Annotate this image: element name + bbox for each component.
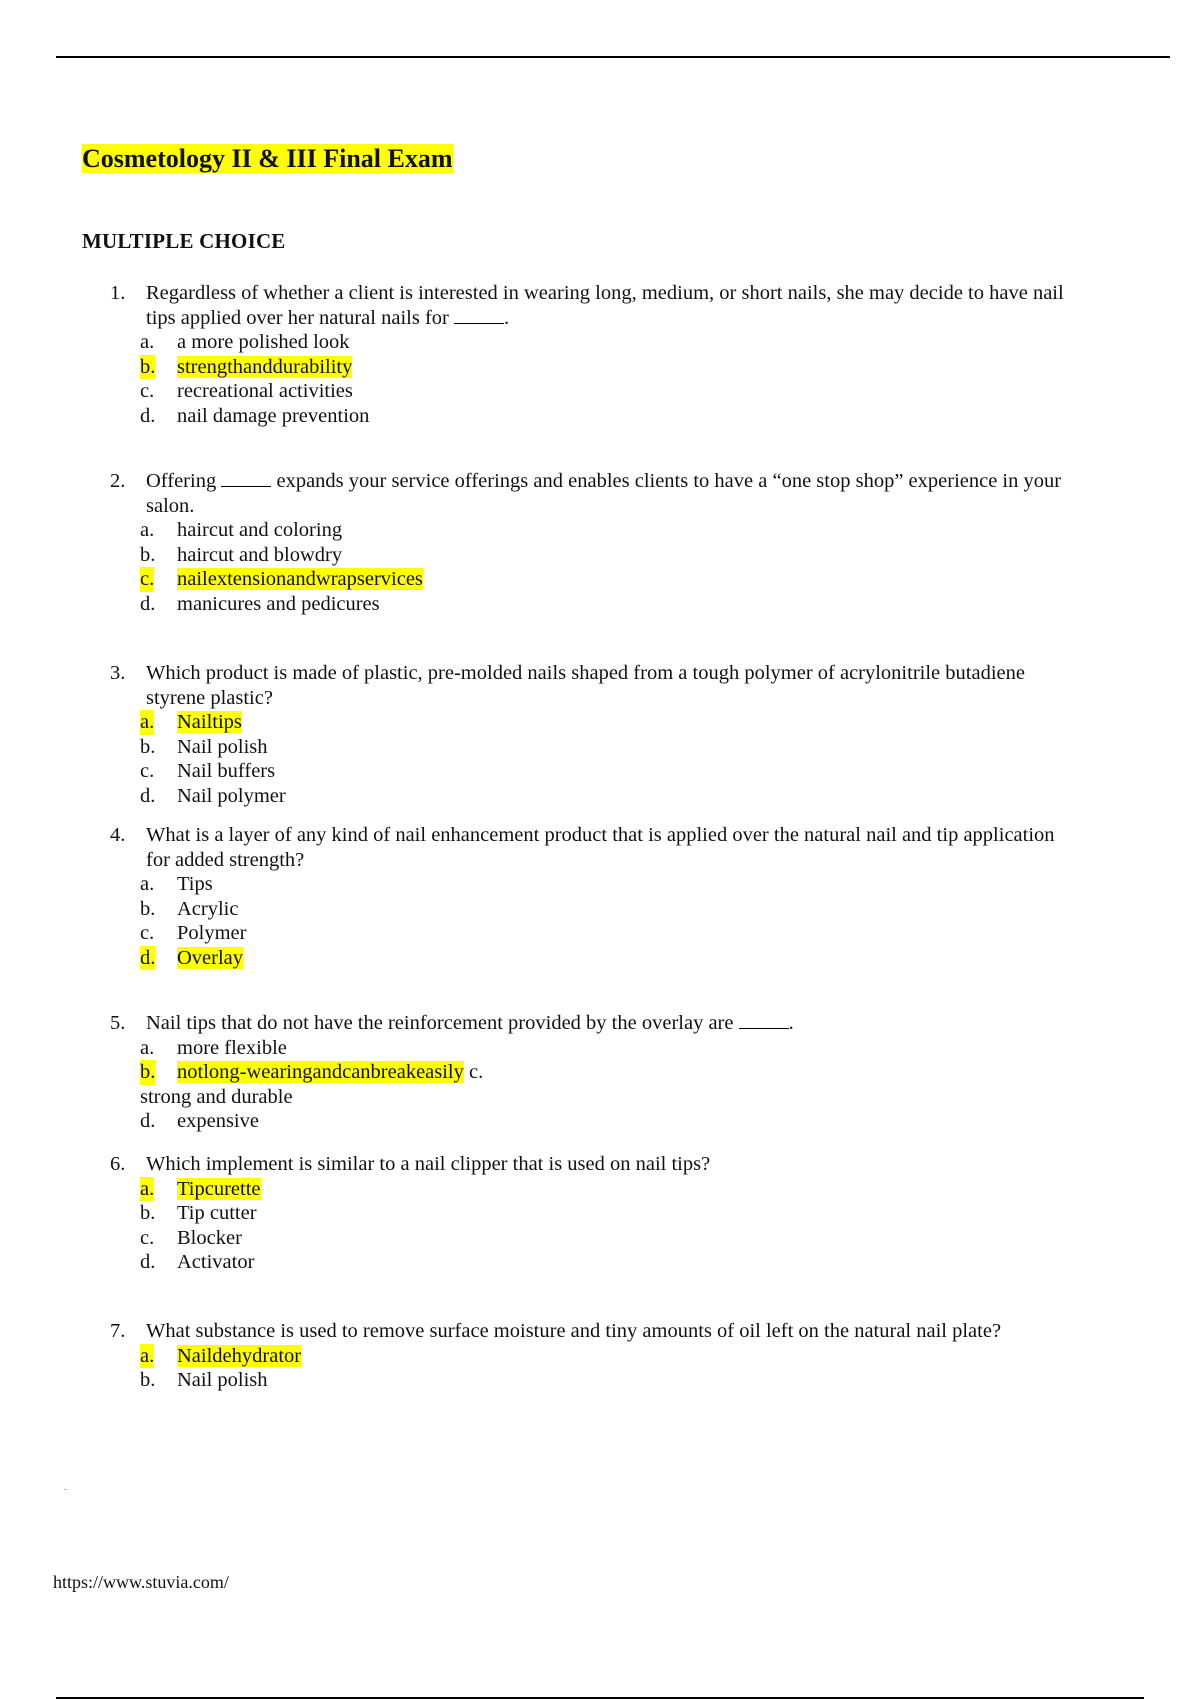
top-rule bbox=[56, 56, 1170, 58]
option-a[interactable]: a. haircut and coloring bbox=[140, 519, 343, 541]
option-c[interactable]: strong and durable bbox=[140, 1085, 293, 1108]
option-b-correct[interactable]: b. strengthanddurability bbox=[140, 355, 353, 378]
option-c[interactable]: c. Polymer bbox=[140, 922, 247, 944]
option-a-correct[interactable]: a. Tipcurette bbox=[140, 1177, 261, 1200]
option-b[interactable]: b. Tip cutter bbox=[140, 1202, 257, 1224]
option-a[interactable]: a. more flexible bbox=[140, 1036, 287, 1059]
question-stem: 7. What substance is used to remove surface moisture and tiny amounts of oil left on the natural nail plate? bbox=[110, 1320, 1002, 1342]
question-number: 7. bbox=[110, 1320, 126, 1342]
option-c[interactable]: c. Blocker bbox=[140, 1226, 242, 1249]
option-a[interactable]: a. Tips bbox=[140, 873, 213, 895]
option-d-correct[interactable]: d. Overlay bbox=[140, 946, 244, 969]
option-b[interactable]: b. haircut and blowdry bbox=[140, 543, 343, 566]
option-b-correct[interactable]: b. notlong-wearingandcanbreakeasily c. bbox=[140, 1061, 484, 1083]
highlighted-answer: Overlay bbox=[177, 946, 244, 969]
option-a[interactable]: a. a more polished look bbox=[140, 331, 350, 353]
highlighted-answer: notlong-wearingandcanbreakeasily bbox=[177, 1061, 464, 1083]
section-heading: MULTIPLE CHOICE bbox=[82, 229, 286, 253]
option-b[interactable]: b. Nail polish bbox=[140, 735, 268, 758]
question-stem: 4. What is a layer of any kind of nail enhancement product that is applied over the natural nail and tip application for added strength? bbox=[110, 824, 1055, 871]
question-number: 6. bbox=[110, 1153, 126, 1175]
question-4 bbox=[0, 823, 1200, 970]
stray-mark: - bbox=[64, 1484, 68, 1495]
option-d[interactable]: d. nail damage prevention bbox=[140, 404, 370, 427]
option-d[interactable]: d. manicures and pedicures bbox=[140, 592, 380, 615]
question-3 bbox=[0, 661, 1200, 808]
question-stem: 3. Which product is made of plastic, pre-molded nails shaped from a tough polymer of acrylonitrile butadiene styrene plastic? bbox=[110, 662, 1025, 709]
highlighted-answer: strengthanddurability bbox=[177, 355, 353, 378]
question-stem: 5. Nail tips that do not have the reinforcement provided by the overlay are . bbox=[110, 1012, 794, 1034]
option-b[interactable]: b. Acrylic bbox=[140, 897, 239, 920]
question-number: 5. bbox=[110, 1012, 126, 1034]
question-1 bbox=[0, 281, 1200, 428]
question-6 bbox=[0, 1152, 1200, 1275]
option-d[interactable]: d. expensive bbox=[140, 1110, 259, 1132]
option-c[interactable]: c. recreational activities bbox=[140, 380, 353, 402]
option-d[interactable]: d. Activator bbox=[140, 1251, 255, 1273]
option-c[interactable]: c. Nail buffers bbox=[140, 760, 276, 782]
question-stem: 2. Offering expands your service offerings and enables clients to have a “one stop shop” experience in your salon. bbox=[110, 470, 1062, 517]
highlighted-answer: nailextensionandwrapservices bbox=[177, 568, 423, 590]
highlighted-answer: Nailtips bbox=[177, 711, 242, 733]
question-number: 1. bbox=[110, 282, 126, 304]
option-b[interactable]: b. Nail polish bbox=[140, 1369, 268, 1391]
answer-blank bbox=[739, 1014, 789, 1029]
question-number: 4. bbox=[110, 824, 126, 846]
option-a-correct[interactable]: a. Naildehydrator bbox=[140, 1344, 302, 1367]
answer-blank bbox=[454, 309, 504, 324]
question-5 bbox=[0, 1011, 1200, 1134]
question-7 bbox=[0, 1319, 1200, 1393]
option-d[interactable]: d. Nail polymer bbox=[140, 784, 286, 807]
highlighted-answer: Tipcurette bbox=[177, 1177, 261, 1200]
bottom-rule bbox=[56, 1697, 1144, 1699]
answer-blank bbox=[221, 472, 271, 487]
footer-url-link[interactable]: https://www.stuvia.com/ bbox=[53, 1572, 229, 1592]
option-a-correct[interactable]: a. Nailtips bbox=[140, 711, 242, 733]
question-number: 3. bbox=[110, 662, 126, 684]
option-c-correct[interactable]: c. nailextensionandwrapservices bbox=[140, 568, 423, 590]
question-stem: 1. Regardless of whether a client is interested in wearing long, medium, or short nails, she may decide to have nail tips applied over her natural nails for . bbox=[110, 282, 1064, 329]
exam-title: Cosmetology II & III Final Exam bbox=[82, 144, 453, 173]
question-number: 2. bbox=[110, 470, 126, 492]
highlighted-answer: Naildehydrator bbox=[177, 1344, 302, 1367]
question-2 bbox=[0, 469, 1200, 616]
question-stem: 6. Which implement is similar to a nail clipper that is used on nail tips? bbox=[110, 1153, 711, 1175]
